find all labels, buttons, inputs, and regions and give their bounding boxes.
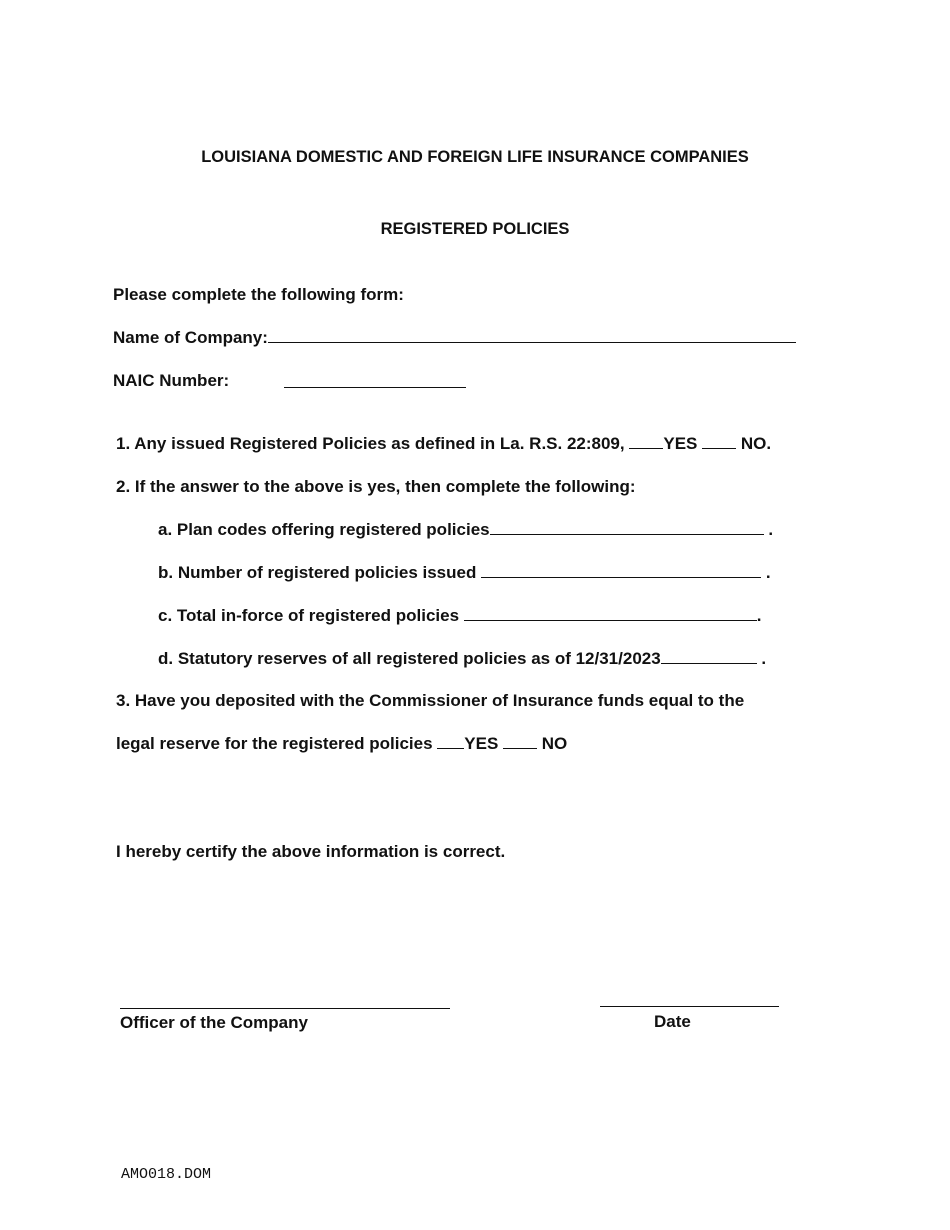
company-name-label: Name of Company: (113, 328, 268, 347)
policies-issued-field[interactable] (481, 563, 761, 578)
form-instruction: Please complete the following form: (113, 285, 404, 304)
company-name-row (113, 328, 796, 348)
question-3-line-1: 3. Have you deposited with the Commissioner of Insurance funds equal to the (116, 691, 745, 710)
naic-number-field[interactable] (284, 387, 466, 388)
form-code: AMO018.DOM (121, 1166, 212, 1183)
question-2a: a. Plan codes offering registered policies . (158, 520, 774, 539)
q1-yes-blank[interactable] (629, 434, 663, 449)
question-2c-text: c. Total in-force of registered policies (158, 606, 460, 625)
q3-yes-label: YES (464, 734, 499, 753)
naic-number-label: NAIC Number: (113, 371, 230, 390)
question-2d: d. Statutory reserves of all registered policies as of 12/31/2023 . (158, 649, 767, 668)
document-title: LOUISIANA DOMESTIC AND FOREIGN LIFE INSURANCE COMPANIES (201, 148, 749, 166)
q3-no-label: NO (541, 734, 568, 753)
q3-no-blank[interactable] (503, 734, 537, 749)
question-2b-text: b. Number of registered policies issued (158, 563, 477, 582)
certification-statement: I hereby certify the above information is correct. (116, 842, 506, 861)
question-2-text: 2. If the answer to the above is yes, then complete the following: (116, 477, 636, 496)
statutory-reserves-field[interactable] (661, 649, 757, 664)
document-subtitle: REGISTERED POLICIES (380, 220, 570, 238)
q1-yes-label: YES (663, 434, 698, 453)
date-line[interactable] (600, 1006, 779, 1007)
plan-codes-field[interactable] (490, 520, 764, 535)
officer-signature-line[interactable] (120, 1008, 450, 1009)
date-label: Date (654, 1012, 691, 1031)
officer-label: Officer of the Company (120, 1013, 308, 1032)
q1-no-blank[interactable] (702, 434, 736, 449)
question-2d-text: d. Statutory reserves of all registered policies as of 12/31/2023 (158, 649, 661, 668)
question-2c: c. Total in-force of registered policies . (158, 606, 762, 625)
question-2a-text: a. Plan codes offering registered policies (158, 520, 490, 539)
q1-no-label: NO. (740, 434, 772, 453)
in-force-field[interactable] (464, 606, 757, 621)
company-name-field[interactable] (268, 328, 796, 343)
q3-yes-blank[interactable] (437, 734, 464, 749)
question-2b: b. Number of registered policies issued . (158, 563, 771, 582)
question-1-text: 1. Any issued Registered Policies as defined in La. R.S. 22:809, (116, 434, 625, 453)
question-1 (116, 434, 771, 454)
question-3-text: legal reserve for the registered policies (116, 734, 433, 753)
question-3-line-2 (116, 734, 567, 754)
